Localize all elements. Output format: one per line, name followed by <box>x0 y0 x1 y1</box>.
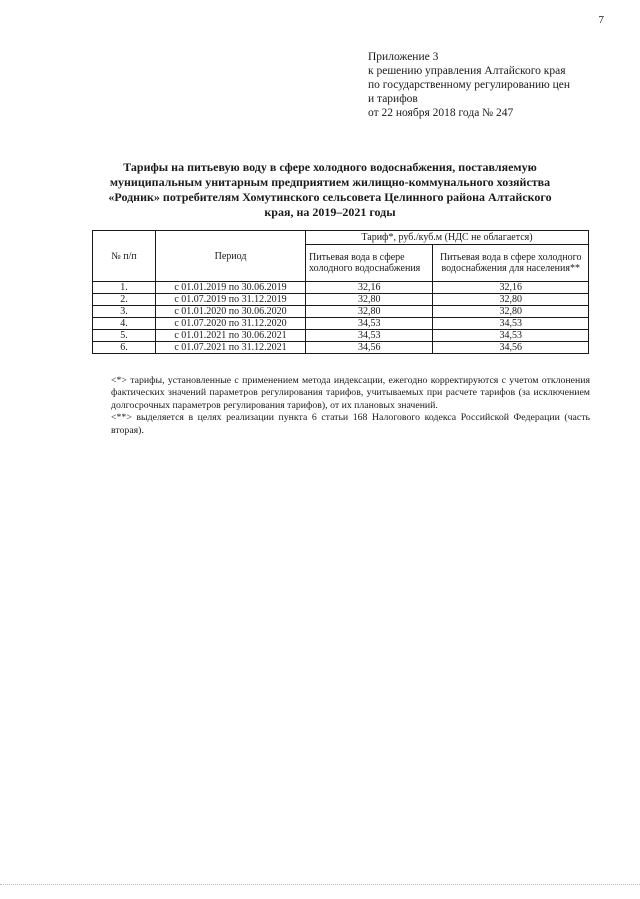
row-period: с 01.07.2021 по 31.12.2021 <box>156 342 306 354</box>
row-population: 32,80 <box>433 294 589 306</box>
title-line: муниципальным унитарным предприятием жилищно-коммунального хозяйства <box>109 175 551 189</box>
header-population: Питьевая вода в сфере холодного водоснабжения для населения** <box>433 245 589 282</box>
appendix-line: по государственному регулированию цен <box>368 79 571 91</box>
row-general: 32,80 <box>306 294 433 306</box>
header-general: Питьевая вода в сфере холодного водоснабжения <box>306 245 433 282</box>
header-number: № п/п <box>93 231 156 282</box>
row-period: с 01.01.2020 по 30.06.2020 <box>156 306 306 318</box>
title-line: «Родник» потребителям Хомутинского сельсовета Целинного района Алтайского <box>108 190 552 204</box>
row-number: 3. <box>93 306 156 318</box>
row-general: 34,53 <box>306 330 433 342</box>
row-number: 4. <box>93 318 156 330</box>
header-tariff-group: Тариф*, руб./куб.м (НДС не облагается) <box>306 231 589 245</box>
row-period: с 01.01.2021 по 30.06.2021 <box>156 330 306 342</box>
header-period: Период <box>156 231 306 282</box>
table-row <box>93 294 589 306</box>
row-general: 34,53 <box>306 318 433 330</box>
row-period: с 01.07.2019 по 31.12.2019 <box>156 294 306 306</box>
row-number: 6. <box>93 342 156 354</box>
title-line: Тарифы на питьевую воду в сфере холодного водоснабжения, поставляемую <box>123 160 537 174</box>
row-population: 32,80 <box>433 306 589 318</box>
table-row <box>93 282 589 294</box>
row-number: 1. <box>93 282 156 294</box>
footnote-vat: <**> выделяется в целях реализации пункта 6 статьи 168 Налогового кодекса Российской Федерации (часть вторая). <box>111 412 590 436</box>
row-period: с 01.01.2019 по 30.06.2019 <box>156 282 306 294</box>
row-number: 2. <box>93 294 156 306</box>
table-row <box>93 342 589 354</box>
tariff-table <box>92 230 589 354</box>
row-general: 32,16 <box>306 282 433 294</box>
row-population: 32,16 <box>433 282 589 294</box>
page-number: 7 <box>598 14 604 26</box>
appendix-line: Приложение 3 <box>368 51 439 63</box>
table-row <box>93 330 589 342</box>
table-row <box>93 318 589 330</box>
appendix-line: от 22 ноября 2018 года № 247 <box>368 107 514 119</box>
footnotes <box>111 375 590 437</box>
page-bottom-divider <box>0 884 640 885</box>
table-row <box>93 306 589 318</box>
row-population: 34,53 <box>433 330 589 342</box>
row-general: 32,80 <box>306 306 433 318</box>
title-line: края, на 2019–2021 годы <box>264 205 396 219</box>
row-period: с 01.07.2020 по 31.12.2020 <box>156 318 306 330</box>
appendix-line: и тарифов <box>368 93 418 105</box>
footnote-indexation: <*> тарифы, установленные с применением метода индексации, ежегодно корректируются с учетом отклонения фактических значений параметров регулирования тарифов, учитываемых при расчете тарифов (за исключением долгосрочных параметров регулирования тарифов), от их плановых значений. <box>111 375 590 411</box>
document-title <box>100 160 560 220</box>
appendix-line: к решению управления Алтайского края <box>368 65 566 77</box>
row-general: 34,56 <box>306 342 433 354</box>
appendix-header <box>368 50 570 120</box>
row-population: 34,56 <box>433 342 589 354</box>
row-number: 5. <box>93 330 156 342</box>
row-population: 34,53 <box>433 318 589 330</box>
